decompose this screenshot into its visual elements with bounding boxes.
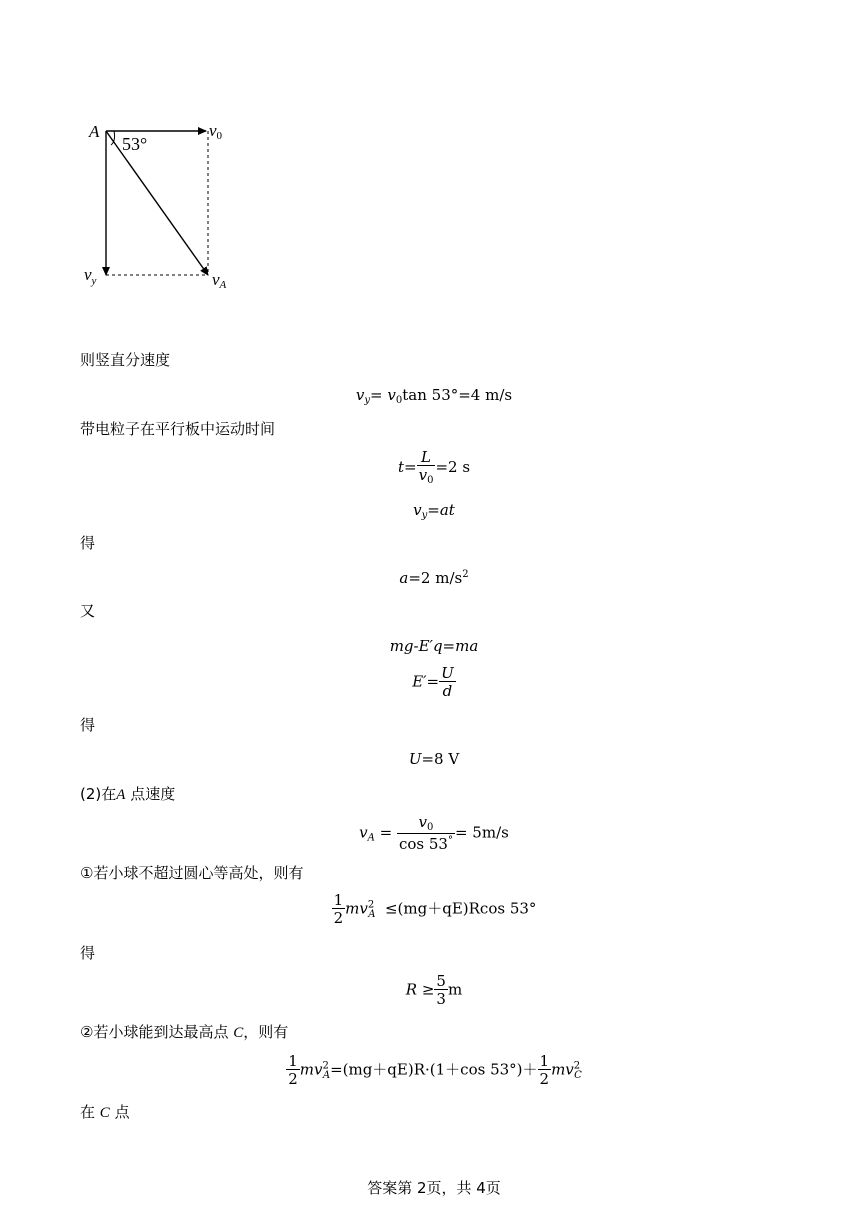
vy-label: $v_y$: [84, 265, 97, 287]
text-get-1: 得: [80, 534, 96, 552]
equation-case-2: $\frac{1}{2}$ $mv^2_A=(mg+qE)R\cdot(1+\cos$ 53°)＋ $\frac{1}{2}$ $mv^2_C$: [288, 1052, 582, 1088]
equation-force: mg-E′q=ma: [389, 637, 479, 655]
text-also: 又: [80, 602, 96, 620]
text-get-3: 得: [80, 944, 96, 962]
point-a-label: A: [89, 122, 100, 141]
v0-label: v0: [209, 121, 223, 142]
equation-field: E′= $\frac{U}{d}$: [412, 664, 454, 700]
text-case-2: ②若小球能到达最高点 C，则有: [80, 1023, 289, 1041]
text-vertical-component: 则竖直分速度: [80, 351, 171, 369]
va-label: vA: [212, 270, 227, 291]
text-part-2: (2)在A 点速度: [80, 785, 176, 803]
equation-vy: $v_y= v_0\tan$ 53°=4 m/s: [355, 386, 513, 406]
angle-label: 53°: [122, 134, 148, 154]
text-case-1: ①若小球不超过圆心等高处，则有: [80, 864, 304, 882]
equation-voltage: U=8 V: [408, 750, 460, 768]
equation-a: a=2 $m/s^2$: [399, 569, 469, 587]
velocity-vector-diagram: [78, 115, 248, 295]
equation-va: $v_A$ = $\frac{v_0}{\cos 53^\circ}$ = 5m/s: [359, 813, 509, 853]
equation-time: t= $\frac{L}{v_0}$ =2 s: [397, 448, 471, 486]
equation-vy-at: $v_y=at$: [413, 501, 455, 521]
equation-case-1: $\frac{1}{2}$ $mv^2_A \le(mg+qE)Rcos$ 53°: [333, 891, 537, 927]
text-get-2: 得: [80, 716, 96, 734]
text-at-c: 在 C 点: [80, 1103, 130, 1121]
equation-radius: R ≥ $\frac{5}{3}$ m: [405, 972, 463, 1008]
page-footer: 答案第 2页，共 4页: [367, 1179, 501, 1197]
text-motion-time: 带电粒子在平行板中运动时间: [80, 420, 276, 438]
